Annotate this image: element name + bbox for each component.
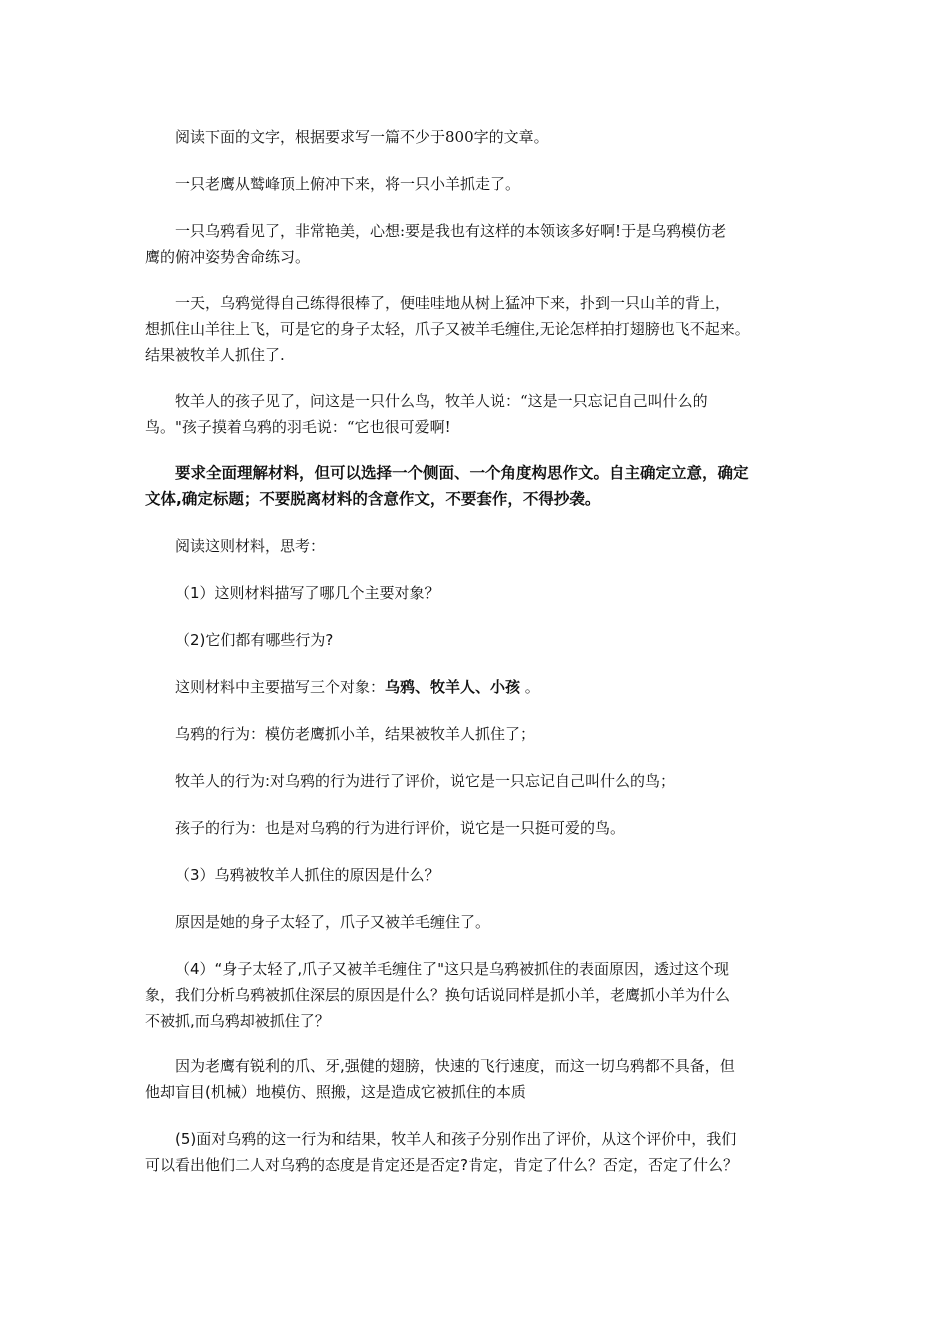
story-para4-line2: 鸟。"孩子摸着乌鸦的羽毛说：“它也很可爱啊! — [145, 418, 451, 436]
shepherd-behavior — [175, 768, 845, 794]
think-prompt — [145, 533, 815, 559]
answer-4-line1: 因为老鹰有锐利的爪、牙,强健的翅膀，快速的飞行速度，而这一切乌鸦都不具备，但 — [175, 1057, 735, 1075]
question-1 — [175, 580, 845, 606]
question-1-text: （1）这则材料描写了哪几个主要对象？ — [175, 584, 440, 602]
answer-4-line2: 他却盲目(机械）地模仿、照搬，这是造成它被抓住的本质 — [145, 1083, 526, 1101]
answer-objects-prefix: 这则材料中主要描写三个对象： — [175, 678, 386, 696]
requirements-line1: 要求全面理解材料，但可以选择一个侧面、一个角度构思作文。自主确定立意，确定 — [175, 464, 749, 482]
think-text: 阅读这则材料，思考： — [175, 537, 326, 555]
story-para3-line3: 结果被牧羊人抓住了. — [145, 346, 285, 364]
question-2 — [175, 627, 845, 653]
question-4-line2: 象，我们分析乌鸦被抓住深层的原因是什么？换句话说同样是抓小羊，老鹰抓小羊为什么 — [145, 986, 731, 1004]
requirements-line2: 文体,确定标题；不要脱离材料的含意作文，不要套作，不得抄袭。 — [145, 490, 601, 508]
story-paragraph-1 — [145, 171, 815, 197]
story-paragraph-2 — [145, 218, 815, 270]
question-4-line3: 不被抓,而乌鸦却被抓住了？ — [145, 1012, 330, 1030]
shepherd-behavior-text: 牧羊人的行为:对乌鸦的行为进行了评价，说它是一只忘记自己叫什么的鸟； — [175, 772, 676, 790]
crow-behavior — [175, 721, 845, 747]
child-behavior — [175, 815, 845, 841]
answer-4 — [145, 1053, 815, 1105]
answer-3-text: 原因是她的身子太轻了，爪子又被羊毛缠住了。 — [175, 913, 491, 931]
story-para3-line1: 一天，乌鸦觉得自己练得很棒了，便哇哇地从树上猛冲下来，扑到一只山羊的背上， — [175, 294, 731, 312]
story-para2-line1: 一只乌鸦看见了，非常艳美，心想:要是我也有这样的本领该多好啊!于是乌鸦模仿老 — [175, 222, 727, 240]
story-para3-line2: 想抓住山羊往上飞，可是它的身子太轻，爪子又被羊毛缠住,无论怎样拍打翅膀也飞不起来。 — [145, 320, 750, 338]
story-paragraph-3 — [145, 290, 815, 368]
crow-behavior-text: 乌鸦的行为：模仿老鹰抓小羊，结果被牧羊人抓住了； — [175, 725, 536, 743]
question-4 — [145, 956, 815, 1034]
answer-objects-suffix: 。 — [520, 678, 540, 696]
child-behavior-text: 孩子的行为：也是对乌鸦的行为进行评价，说它是一只挺可爱的鸟。 — [175, 819, 626, 837]
question-4-line1: （4）“身子太轻了,爪子又被羊毛缠住了"这只是乌鸦被抓住的表面原因，透过这个现 — [175, 960, 729, 978]
question-5 — [145, 1126, 815, 1178]
question-5-line2: 可以看出他们二人对乌鸦的态度是肯定还是否定?肯定，肯定了什么？否定，否定了什么？ — [145, 1156, 738, 1174]
question-3-text: （3）乌鸦被牧羊人抓住的原因是什么？ — [175, 866, 440, 884]
story-paragraph-4 — [145, 388, 815, 440]
question-5-line1: (5)面对乌鸦的这一行为和结果，牧羊人和孩子分别作出了评价，从这个评价中，我们 — [175, 1130, 737, 1148]
question-2-text: （2)它们都有哪些行为? — [175, 631, 334, 649]
requirements-paragraph — [145, 460, 815, 512]
question-3 — [175, 862, 845, 888]
story-para1-text: 一只老鹰从鹫峰顶上俯冲下来，将一只小羊抓走了。 — [175, 175, 521, 193]
answer-objects — [175, 674, 845, 700]
intro-text: 阅读下面的文字，根据要求写一篇不少于800字的文章。 — [175, 128, 549, 146]
intro-paragraph — [145, 124, 815, 150]
story-para2-line2: 鹰的俯冲姿势舍命练习。 — [145, 248, 311, 266]
story-para4-line1: 牧羊人的孩子见了，问这是一只什么鸟，牧羊人说：“这是一只忘记自己叫什么的 — [175, 392, 708, 410]
answer-3 — [175, 909, 845, 935]
answer-objects-bold: 乌鸦、牧羊人、小孩 — [385, 678, 521, 696]
